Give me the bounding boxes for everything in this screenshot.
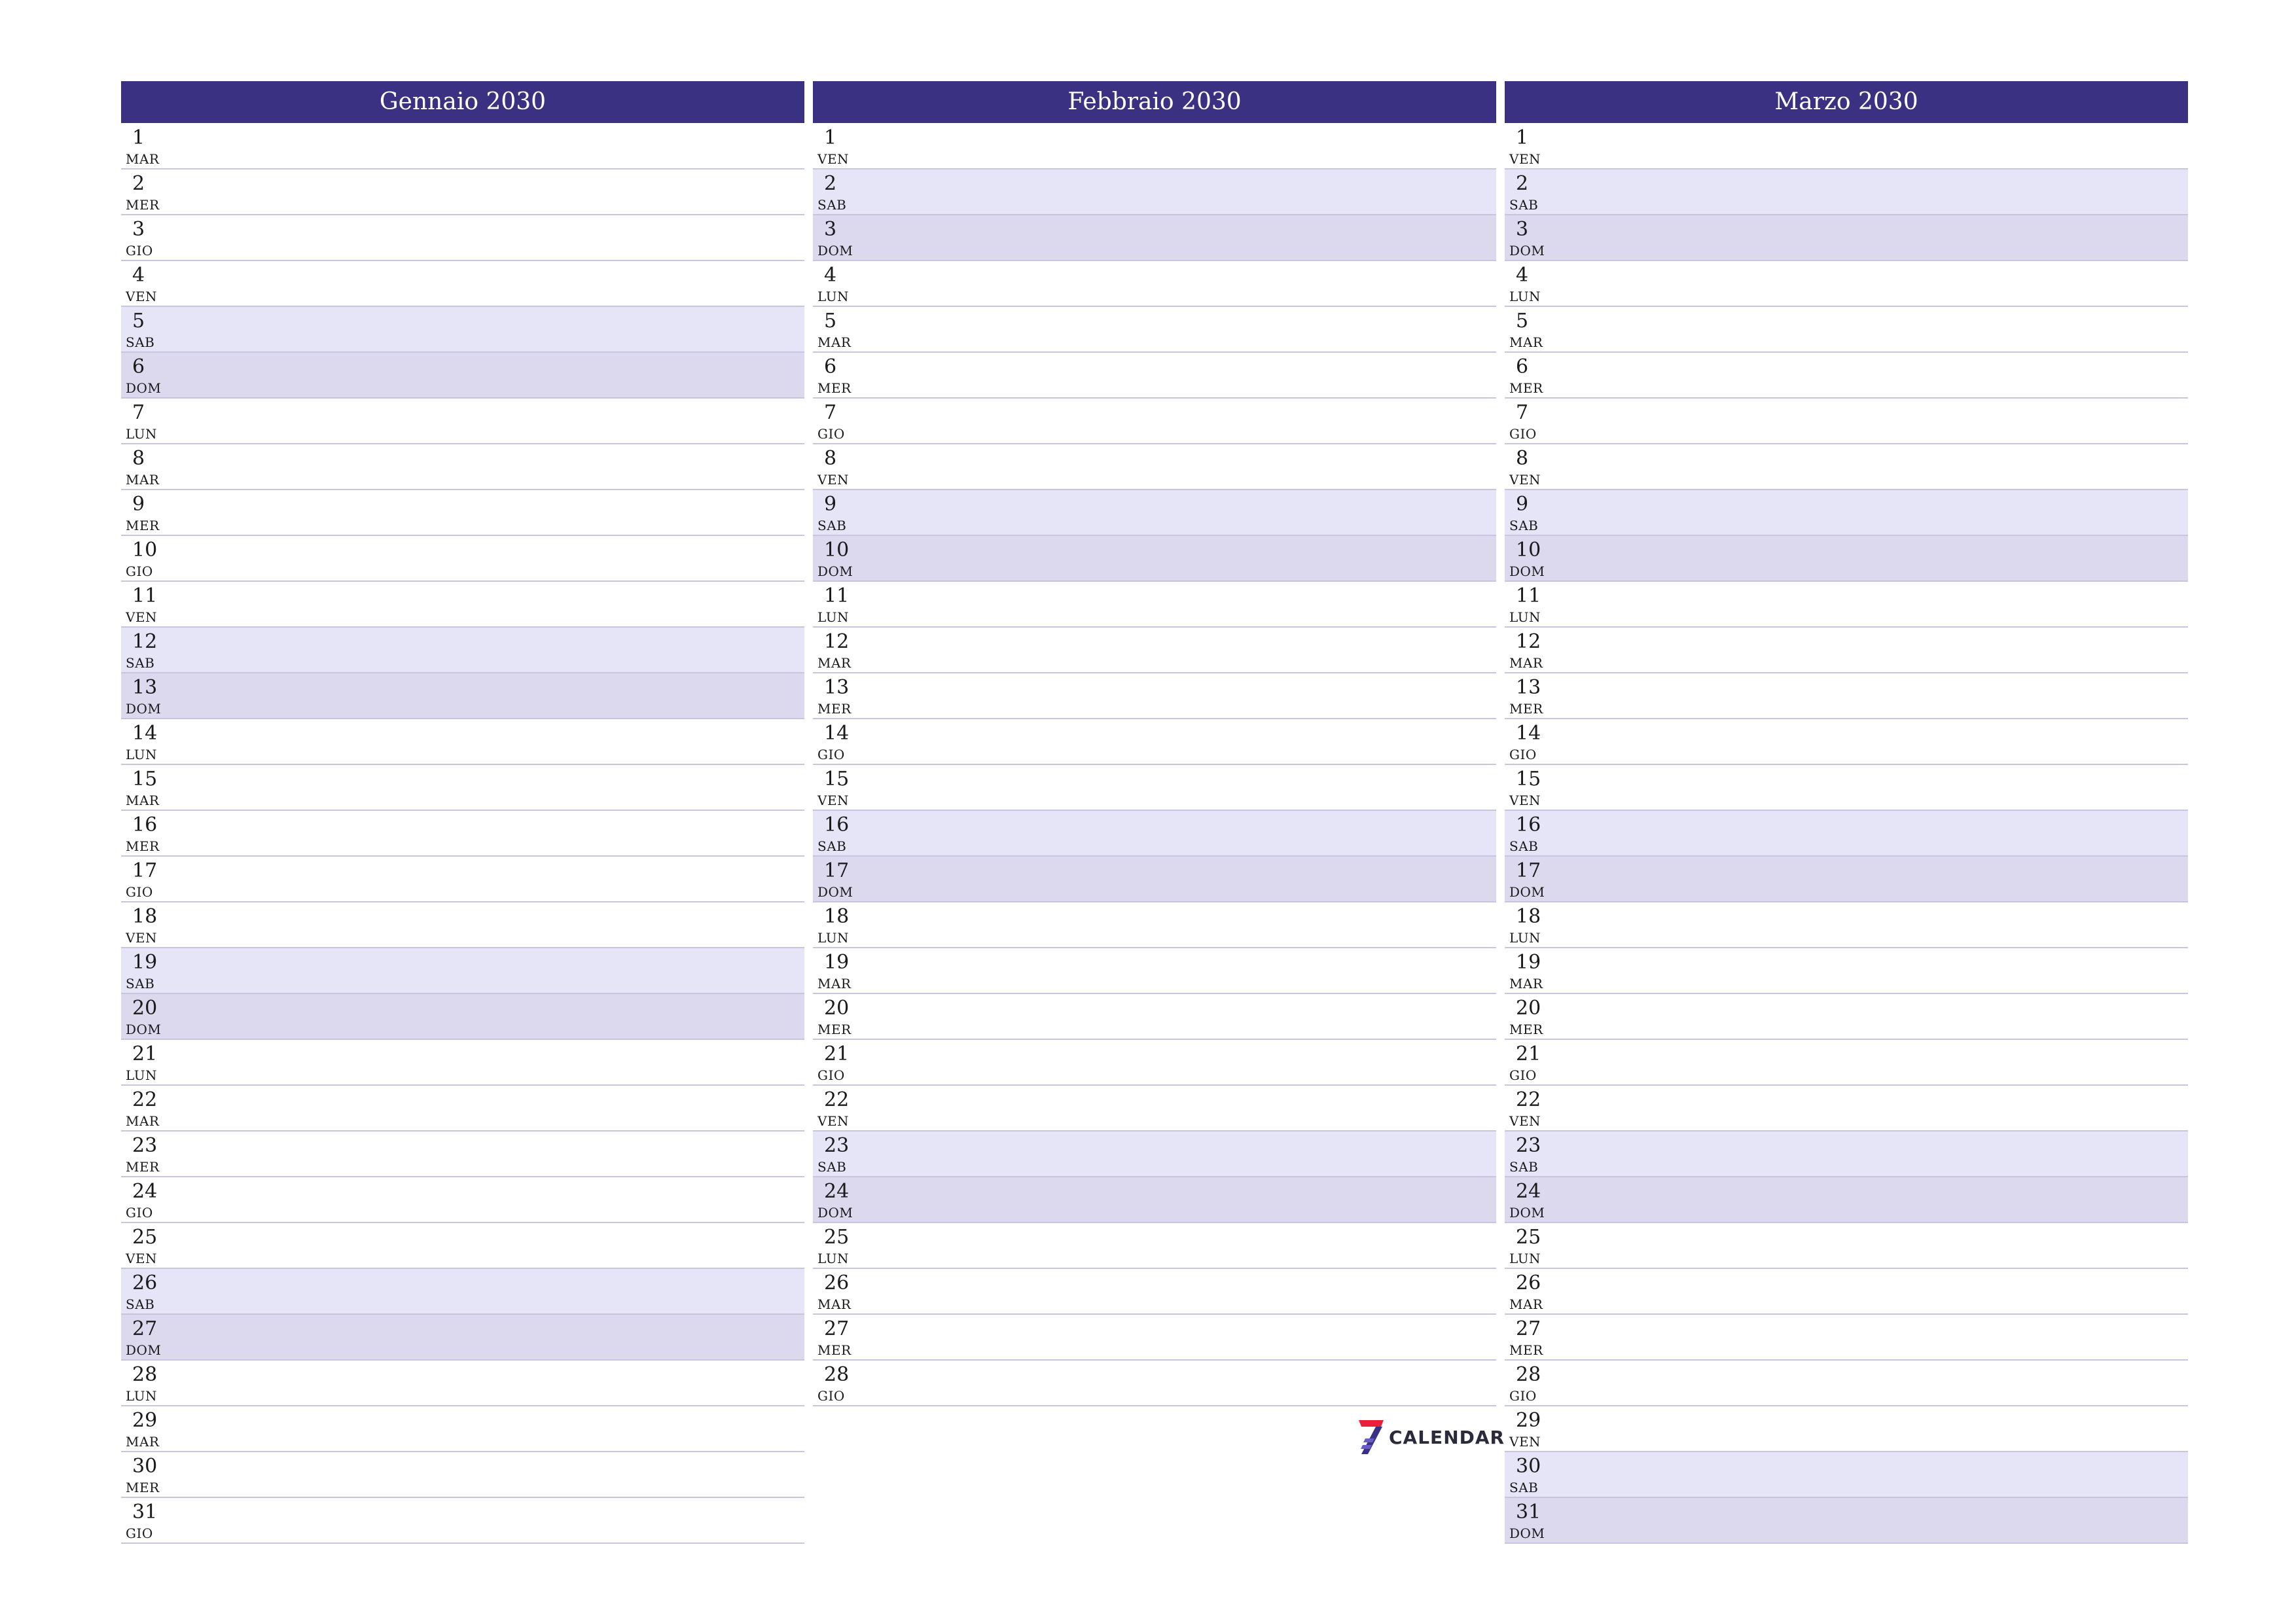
day-number: 18 <box>1516 905 1541 928</box>
day-row <box>1505 1406 2188 1452</box>
day-number: 20 <box>1516 997 1541 1020</box>
day-row <box>1505 1132 2188 1177</box>
day-number: 12 <box>824 630 850 653</box>
day-row <box>813 490 1496 536</box>
weekday-label: VEN <box>1509 472 1541 488</box>
day-row <box>813 1177 1496 1223</box>
weekday-label: VEN <box>126 609 158 625</box>
weekday-label: DOM <box>817 1205 853 1221</box>
day-number: 27 <box>824 1317 850 1340</box>
weekday-label: LUN <box>1509 1251 1541 1266</box>
day-number: 31 <box>1516 1501 1541 1524</box>
day-row <box>1505 124 2188 169</box>
day-row <box>121 719 804 765</box>
month-header: Marzo 2030 <box>1505 81 2188 123</box>
brand-logo <box>1356 1419 1505 1455</box>
weekday-label: MAR <box>126 151 160 167</box>
day-row <box>121 1406 804 1452</box>
day-number: 22 <box>1516 1088 1541 1111</box>
day-row <box>121 169 804 215</box>
day-row <box>121 902 804 948</box>
day-row <box>1505 1315 2188 1361</box>
weekday-label: SAB <box>1509 197 1539 213</box>
day-row <box>813 261 1496 307</box>
day-number: 8 <box>1516 447 1529 470</box>
day-number: 2 <box>132 172 145 195</box>
day-number: 13 <box>132 676 158 699</box>
day-row <box>813 1269 1496 1315</box>
day-row <box>121 582 804 628</box>
day-number: 14 <box>132 722 158 745</box>
day-number: 20 <box>824 997 850 1020</box>
day-number: 10 <box>132 539 158 562</box>
day-number: 7 <box>1516 401 1529 424</box>
day-number: 19 <box>1516 951 1541 974</box>
day-number: 7 <box>824 401 837 424</box>
day-row <box>121 399 804 444</box>
day-row <box>121 811 804 857</box>
day-row <box>813 1040 1496 1086</box>
seven-calendar-logo-icon <box>1356 1419 1385 1455</box>
weekday-label: MER <box>126 518 160 533</box>
day-row <box>813 673 1496 719</box>
day-row <box>121 948 804 994</box>
day-row <box>813 215 1496 261</box>
day-row <box>121 1452 804 1498</box>
weekday-label: VEN <box>1509 151 1541 167</box>
day-row <box>121 1361 804 1406</box>
weekday-label: MAR <box>1509 1296 1543 1312</box>
day-number: 14 <box>1516 722 1541 745</box>
day-row <box>813 169 1496 215</box>
weekday-label: DOM <box>817 243 853 259</box>
day-row <box>121 1223 804 1269</box>
weekday-label: SAB <box>126 655 155 671</box>
weekday-label: DOM <box>817 563 853 579</box>
day-row <box>1505 490 2188 536</box>
weekday-label: GIO <box>817 747 845 762</box>
day-row <box>813 948 1496 994</box>
day-number: 16 <box>132 813 158 836</box>
weekday-label: VEN <box>126 289 158 304</box>
weekday-label: GIO <box>126 563 153 579</box>
day-row <box>1505 994 2188 1040</box>
day-row <box>813 307 1496 353</box>
weekday-label: MAR <box>817 655 852 671</box>
day-row <box>813 1361 1496 1406</box>
day-number: 5 <box>132 310 145 332</box>
weekday-label: DOM <box>1509 243 1545 259</box>
weekday-label: DOM <box>126 701 162 717</box>
day-number: 30 <box>132 1455 158 1478</box>
day-number: 9 <box>1516 493 1529 516</box>
day-row <box>1505 1361 2188 1406</box>
day-row <box>121 307 804 353</box>
day-row <box>1505 673 2188 719</box>
day-number: 24 <box>824 1180 850 1203</box>
day-number: 5 <box>1516 310 1529 332</box>
day-number: 22 <box>132 1088 158 1111</box>
day-number: 18 <box>132 905 158 928</box>
day-row <box>1505 215 2188 261</box>
day-number: 23 <box>1516 1134 1541 1157</box>
weekday-label: GIO <box>126 1205 153 1221</box>
day-number: 27 <box>1516 1317 1541 1340</box>
day-number: 27 <box>132 1317 158 1340</box>
day-number: 22 <box>824 1088 850 1111</box>
day-number: 25 <box>132 1226 158 1249</box>
weekday-label: MER <box>817 1342 852 1358</box>
day-number: 20 <box>132 997 158 1020</box>
day-row <box>1505 1223 2188 1269</box>
day-row <box>121 1315 804 1361</box>
day-row <box>1505 261 2188 307</box>
day-number: 4 <box>132 264 145 287</box>
day-number: 1 <box>1516 126 1529 149</box>
weekday-label: VEN <box>817 472 850 488</box>
day-row <box>1505 353 2188 399</box>
weekday-label: SAB <box>126 976 155 991</box>
day-number: 4 <box>1516 264 1529 287</box>
day-number: 29 <box>1516 1409 1541 1432</box>
weekday-label: MAR <box>126 1434 160 1450</box>
day-row <box>1505 536 2188 582</box>
day-number: 24 <box>132 1180 158 1203</box>
day-row <box>813 811 1496 857</box>
day-list <box>813 124 1496 1406</box>
day-row <box>813 1223 1496 1269</box>
day-number: 3 <box>132 218 145 241</box>
day-row <box>121 1040 804 1086</box>
day-number: 25 <box>1516 1226 1541 1249</box>
day-row <box>813 124 1496 169</box>
day-row <box>1505 169 2188 215</box>
day-number: 29 <box>132 1409 158 1432</box>
day-row <box>813 353 1496 399</box>
day-row <box>1505 857 2188 902</box>
day-number: 26 <box>1516 1272 1541 1294</box>
weekday-label: GIO <box>126 1525 153 1541</box>
weekday-label: LUN <box>1509 609 1541 625</box>
day-row <box>1505 765 2188 811</box>
weekday-label: GIO <box>817 1067 845 1083</box>
day-number: 8 <box>132 447 145 470</box>
day-row <box>121 1086 804 1132</box>
weekday-label: LUN <box>126 426 158 442</box>
day-row <box>813 1132 1496 1177</box>
day-row <box>1505 1177 2188 1223</box>
day-row <box>121 215 804 261</box>
weekday-label: VEN <box>1509 793 1541 808</box>
day-number: 23 <box>132 1134 158 1157</box>
weekday-label: GIO <box>1509 426 1537 442</box>
weekday-label: LUN <box>1509 289 1541 304</box>
day-number: 19 <box>824 951 850 974</box>
weekday-label: VEN <box>1509 1113 1541 1129</box>
weekday-label: MER <box>1509 701 1543 717</box>
weekday-label: SAB <box>1509 518 1539 533</box>
weekday-label: LUN <box>126 1067 158 1083</box>
day-number: 31 <box>132 1501 158 1524</box>
day-row <box>121 490 804 536</box>
weekday-label: GIO <box>1509 747 1537 762</box>
day-number: 1 <box>132 126 145 149</box>
weekday-label: MAR <box>817 976 852 991</box>
logo-text: CALENDAR <box>1389 1426 1505 1448</box>
day-number: 11 <box>132 584 158 607</box>
day-row <box>1505 444 2188 490</box>
month-header: Febbraio 2030 <box>813 81 1496 123</box>
weekday-label: GIO <box>126 884 153 900</box>
day-row <box>121 994 804 1040</box>
day-row <box>813 582 1496 628</box>
weekday-label: MER <box>817 701 852 717</box>
weekday-label: MER <box>1509 1342 1543 1358</box>
weekday-label: DOM <box>126 1022 162 1037</box>
day-row <box>813 399 1496 444</box>
day-row <box>813 902 1496 948</box>
day-row <box>1505 902 2188 948</box>
weekday-label: VEN <box>126 930 158 946</box>
day-number: 25 <box>824 1226 850 1249</box>
month-column-gennaio <box>121 81 804 1544</box>
weekday-label: VEN <box>817 151 850 167</box>
weekday-label: SAB <box>817 518 847 533</box>
day-row <box>121 765 804 811</box>
day-row <box>121 1498 804 1544</box>
day-number: 12 <box>132 630 158 653</box>
day-row <box>813 1086 1496 1132</box>
day-row <box>1505 719 2188 765</box>
month-header: Gennaio 2030 <box>121 81 804 123</box>
weekday-label: SAB <box>1509 1159 1539 1175</box>
day-number: 28 <box>132 1363 158 1386</box>
weekday-label: MAR <box>126 472 160 488</box>
day-number: 3 <box>1516 218 1529 241</box>
weekday-label: MER <box>817 380 852 396</box>
month-column-febbraio <box>813 81 1496 1406</box>
day-number: 13 <box>1516 676 1541 699</box>
day-row <box>1505 1269 2188 1315</box>
day-row <box>121 353 804 399</box>
weekday-label: SAB <box>817 197 847 213</box>
day-number: 9 <box>824 493 837 516</box>
weekday-label: LUN <box>126 747 158 762</box>
day-row <box>121 673 804 719</box>
day-number: 6 <box>132 355 145 378</box>
weekday-label: MAR <box>817 1296 852 1312</box>
day-row <box>121 536 804 582</box>
weekday-label: LUN <box>817 609 850 625</box>
day-number: 16 <box>824 813 850 836</box>
day-number: 15 <box>1516 768 1541 791</box>
day-row <box>1505 582 2188 628</box>
day-number: 10 <box>824 539 850 562</box>
day-number: 4 <box>824 264 837 287</box>
day-number: 11 <box>824 584 850 607</box>
day-row <box>121 857 804 902</box>
day-row <box>121 124 804 169</box>
day-number: 8 <box>824 447 837 470</box>
day-row <box>813 765 1496 811</box>
day-number: 17 <box>1516 859 1541 882</box>
day-row <box>1505 628 2188 673</box>
weekday-label: LUN <box>817 1251 850 1266</box>
day-row <box>813 536 1496 582</box>
weekday-label: GIO <box>817 1388 845 1404</box>
day-row <box>121 628 804 673</box>
day-list <box>121 124 804 1544</box>
day-list <box>1505 124 2188 1544</box>
weekday-label: SAB <box>126 1296 155 1312</box>
weekday-label: MER <box>1509 380 1543 396</box>
day-number: 15 <box>132 768 158 791</box>
weekday-label: MAR <box>1509 976 1543 991</box>
day-number: 2 <box>1516 172 1529 195</box>
weekday-label: VEN <box>817 793 850 808</box>
day-row <box>813 994 1496 1040</box>
day-row <box>813 719 1496 765</box>
day-number: 19 <box>132 951 158 974</box>
day-row <box>813 628 1496 673</box>
weekday-label: LUN <box>126 1388 158 1404</box>
day-number: 28 <box>824 1363 850 1386</box>
month-column-marzo <box>1505 81 2188 1544</box>
day-number: 17 <box>132 859 158 882</box>
day-row <box>121 261 804 307</box>
day-row <box>1505 948 2188 994</box>
weekday-label: LUN <box>817 930 850 946</box>
day-row <box>813 857 1496 902</box>
day-number: 23 <box>824 1134 850 1157</box>
weekday-label: DOM <box>1509 1205 1545 1221</box>
day-number: 7 <box>132 401 145 424</box>
day-number: 13 <box>824 676 850 699</box>
day-number: 21 <box>1516 1043 1541 1065</box>
weekday-label: VEN <box>817 1113 850 1129</box>
weekday-label: SAB <box>126 334 155 350</box>
day-row <box>1505 1498 2188 1544</box>
weekday-label: DOM <box>817 884 853 900</box>
weekday-label: MER <box>126 1480 160 1495</box>
day-number: 12 <box>1516 630 1541 653</box>
day-row <box>1505 399 2188 444</box>
day-number: 28 <box>1516 1363 1541 1386</box>
day-number: 24 <box>1516 1180 1541 1203</box>
day-number: 6 <box>824 355 837 378</box>
weekday-label: MER <box>126 1159 160 1175</box>
weekday-label: DOM <box>126 1342 162 1358</box>
weekday-label: DOM <box>1509 884 1545 900</box>
weekday-label: MAR <box>817 334 852 350</box>
day-number: 15 <box>824 768 850 791</box>
day-number: 17 <box>824 859 850 882</box>
day-row <box>1505 307 2188 353</box>
weekday-label: VEN <box>1509 1434 1541 1450</box>
day-number: 3 <box>824 218 837 241</box>
day-number: 5 <box>824 310 837 332</box>
weekday-label: DOM <box>1509 563 1545 579</box>
weekday-label: MAR <box>1509 655 1543 671</box>
weekday-label: MER <box>126 197 160 213</box>
day-number: 30 <box>1516 1455 1541 1478</box>
day-row <box>121 1132 804 1177</box>
day-number: 26 <box>132 1272 158 1294</box>
weekday-label: DOM <box>1509 1525 1545 1541</box>
day-row <box>121 1177 804 1223</box>
day-row <box>121 1269 804 1315</box>
weekday-label: MER <box>1509 1022 1543 1037</box>
day-number: 21 <box>824 1043 850 1065</box>
weekday-label: MAR <box>1509 334 1543 350</box>
day-number: 6 <box>1516 355 1529 378</box>
day-number: 10 <box>1516 539 1541 562</box>
weekday-label: LUN <box>817 289 850 304</box>
weekday-label: GIO <box>817 426 845 442</box>
weekday-label: GIO <box>1509 1067 1537 1083</box>
day-number: 1 <box>824 126 837 149</box>
day-row <box>1505 1040 2188 1086</box>
day-number: 11 <box>1516 584 1541 607</box>
weekday-label: LUN <box>1509 930 1541 946</box>
weekday-label: GIO <box>126 243 153 259</box>
weekday-label: MER <box>126 838 160 854</box>
weekday-label: SAB <box>817 838 847 854</box>
weekday-label: MAR <box>126 793 160 808</box>
day-row <box>121 444 804 490</box>
weekday-label: MER <box>817 1022 852 1037</box>
day-row <box>1505 1086 2188 1132</box>
day-row <box>813 444 1496 490</box>
weekday-label: GIO <box>1509 1388 1537 1404</box>
day-number: 9 <box>132 493 145 516</box>
day-number: 21 <box>132 1043 158 1065</box>
day-row <box>813 1315 1496 1361</box>
weekday-label: VEN <box>126 1251 158 1266</box>
day-number: 2 <box>824 172 837 195</box>
weekday-label: SAB <box>1509 838 1539 854</box>
weekday-label: SAB <box>1509 1480 1539 1495</box>
weekday-label: DOM <box>126 380 162 396</box>
day-number: 14 <box>824 722 850 745</box>
weekday-label: MAR <box>126 1113 160 1129</box>
weekday-label: SAB <box>817 1159 847 1175</box>
day-row <box>1505 1452 2188 1498</box>
day-number: 16 <box>1516 813 1541 836</box>
day-row <box>1505 811 2188 857</box>
day-number: 26 <box>824 1272 850 1294</box>
day-number: 18 <box>824 905 850 928</box>
